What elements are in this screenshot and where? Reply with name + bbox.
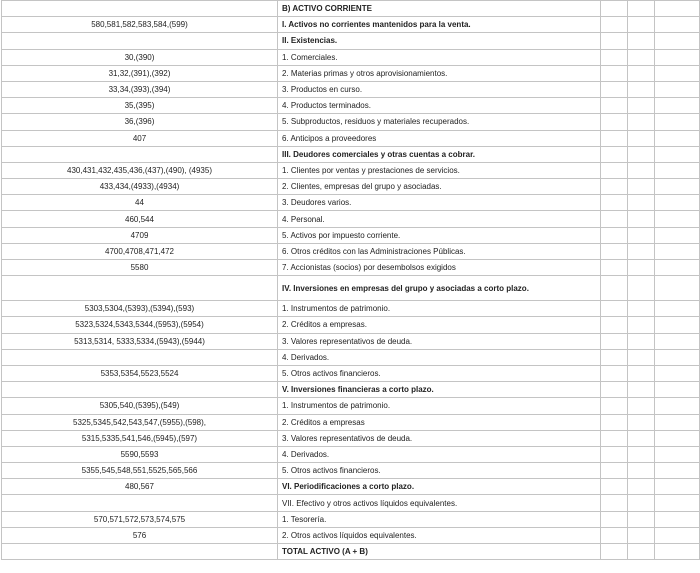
value-cell [628, 382, 655, 398]
value-cell [601, 414, 628, 430]
value-cell [628, 81, 655, 97]
value-cell [655, 495, 700, 511]
value-cell [655, 65, 700, 81]
value-cell [601, 162, 628, 178]
value-cell [628, 114, 655, 130]
value-cell [655, 479, 700, 495]
account-codes-cell: 44 [2, 195, 278, 211]
value-cell [655, 33, 700, 49]
value-cell [628, 479, 655, 495]
value-cell [655, 527, 700, 543]
table-row [2, 495, 700, 511]
account-codes-cell: 570,571,572,573,574,575 [2, 511, 278, 527]
table-row [2, 179, 700, 195]
value-cell [628, 33, 655, 49]
value-cell [628, 49, 655, 65]
value-cell [601, 81, 628, 97]
account-codes-cell: 433,434,(4933),(4934) [2, 179, 278, 195]
account-codes-cell: 460,544 [2, 211, 278, 227]
value-cell [628, 430, 655, 446]
value-cell [601, 146, 628, 162]
value-cell [655, 317, 700, 333]
concept-label-cell: TOTAL ACTIVO (A + B) [278, 544, 601, 560]
account-codes-cell: 407 [2, 130, 278, 146]
concept-label-cell: 3. Productos en curso. [278, 81, 601, 97]
account-codes-cell: 5580 [2, 260, 278, 276]
value-cell [601, 65, 628, 81]
value-cell [655, 276, 700, 301]
account-codes-cell: 30,(390) [2, 49, 278, 65]
value-cell [655, 260, 700, 276]
table-row [2, 130, 700, 146]
account-codes-cell: 5315,5335,541,546,(5945),(597) [2, 430, 278, 446]
value-cell [655, 114, 700, 130]
account-codes-cell: 4709 [2, 227, 278, 243]
value-cell [628, 162, 655, 178]
account-codes-cell [2, 349, 278, 365]
account-codes-cell: 580,581,582,583,584,(599) [2, 17, 278, 33]
table-row [2, 527, 700, 543]
value-cell [628, 333, 655, 349]
account-codes-cell [2, 495, 278, 511]
table-row [2, 430, 700, 446]
value-cell [601, 333, 628, 349]
account-codes-cell [2, 1, 278, 17]
account-codes-cell: 5303,5304,(5393),(5394),(593) [2, 301, 278, 317]
value-cell [628, 365, 655, 381]
concept-label-cell: 3. Valores representativos de deuda. [278, 333, 601, 349]
account-codes-cell [2, 382, 278, 398]
value-cell [655, 211, 700, 227]
account-codes-cell: 35,(395) [2, 98, 278, 114]
value-cell [601, 382, 628, 398]
account-codes-cell: 33,34,(393),(394) [2, 81, 278, 97]
value-cell [601, 260, 628, 276]
table-row [2, 162, 700, 178]
concept-label-cell: 6. Anticipos a proveedores [278, 130, 601, 146]
value-cell [655, 195, 700, 211]
value-cell [655, 414, 700, 430]
concept-label-cell: 1. Clientes por ventas y prestaciones de servicios. [278, 162, 601, 178]
concept-label-cell: III. Deudores comerciales y otras cuentas a cobrar. [278, 146, 601, 162]
table-row [2, 463, 700, 479]
concept-label-cell: 4. Personal. [278, 211, 601, 227]
concept-label-cell: 5. Otros activos financieros. [278, 365, 601, 381]
value-cell [601, 211, 628, 227]
value-cell [628, 301, 655, 317]
value-cell [655, 162, 700, 178]
value-cell [628, 276, 655, 301]
concept-label-cell: 6. Otros créditos con las Administraciones Públicas. [278, 243, 601, 259]
value-cell [601, 301, 628, 317]
value-cell [601, 195, 628, 211]
value-cell [601, 349, 628, 365]
value-cell [655, 179, 700, 195]
table-row [2, 49, 700, 65]
table-row [2, 195, 700, 211]
value-cell [601, 33, 628, 49]
value-cell [655, 446, 700, 462]
value-cell [655, 227, 700, 243]
concept-label-cell: 2. Otros activos líquidos equivalentes. [278, 527, 601, 543]
table-row [2, 227, 700, 243]
concept-label-cell: 1. Tesorería. [278, 511, 601, 527]
account-codes-cell [2, 544, 278, 560]
account-codes-cell: 36,(396) [2, 114, 278, 130]
value-cell [628, 98, 655, 114]
value-cell [655, 430, 700, 446]
value-cell [601, 227, 628, 243]
value-cell [655, 243, 700, 259]
concept-label-cell: 2. Créditos a empresas. [278, 317, 601, 333]
value-cell [628, 260, 655, 276]
concept-label-cell: VI. Periodificaciones a corto plazo. [278, 479, 601, 495]
value-cell [628, 243, 655, 259]
value-cell [628, 179, 655, 195]
value-cell [655, 301, 700, 317]
concept-label-cell: 4. Productos terminados. [278, 98, 601, 114]
table-row [2, 65, 700, 81]
account-codes-cell: 5355,545,548,551,5525,565,566 [2, 463, 278, 479]
value-cell [628, 17, 655, 33]
value-cell [628, 130, 655, 146]
concept-label-cell: IV. Inversiones en empresas del grupo y asociadas a corto plazo. [278, 276, 601, 301]
value-cell [655, 98, 700, 114]
table-row [2, 81, 700, 97]
value-cell [655, 365, 700, 381]
concept-label-cell: V. Inversiones financieras a corto plazo. [278, 382, 601, 398]
concept-label-cell: 2. Créditos a empresas [278, 414, 601, 430]
value-cell [655, 17, 700, 33]
account-codes-cell [2, 146, 278, 162]
account-codes-cell: 5325,5345,542,543,547,(5955),(598), [2, 414, 278, 430]
value-cell [628, 527, 655, 543]
account-codes-cell: 4700,4708,471,472 [2, 243, 278, 259]
concept-label-cell: 5. Activos por impuesto corriente. [278, 227, 601, 243]
value-cell [628, 317, 655, 333]
value-cell [601, 527, 628, 543]
value-cell [601, 398, 628, 414]
value-cell [601, 243, 628, 259]
concept-label-cell: 3. Valores representativos de deuda. [278, 430, 601, 446]
account-codes-cell [2, 276, 278, 301]
concept-label-cell: 7. Accionistas (socios) por desembolsos exigidos [278, 260, 601, 276]
value-cell [628, 227, 655, 243]
value-cell [601, 446, 628, 462]
concept-label-cell: 2. Clientes, empresas del grupo y asociadas. [278, 179, 601, 195]
concept-label-cell: II. Existencias. [278, 33, 601, 49]
value-cell [655, 544, 700, 560]
value-cell [628, 211, 655, 227]
value-cell [601, 511, 628, 527]
table-row [2, 479, 700, 495]
concept-label-cell: 5. Subproductos, residuos y materiales recuperados. [278, 114, 601, 130]
value-cell [601, 430, 628, 446]
account-codes-cell: 5590,5593 [2, 446, 278, 462]
concept-label-cell: 4. Derivados. [278, 446, 601, 462]
value-cell [601, 317, 628, 333]
table-row [2, 98, 700, 114]
value-cell [655, 349, 700, 365]
table-row [2, 317, 700, 333]
value-cell [601, 463, 628, 479]
value-cell [601, 130, 628, 146]
table-row [2, 114, 700, 130]
concept-label-cell: 2. Materias primas y otros aprovisionamientos. [278, 65, 601, 81]
value-cell [601, 479, 628, 495]
table-row [2, 446, 700, 462]
value-cell [601, 98, 628, 114]
value-cell [655, 511, 700, 527]
concept-label-cell: B) ACTIVO CORRIENTE [278, 1, 601, 17]
value-cell [655, 1, 700, 17]
table-row [2, 146, 700, 162]
concept-label-cell: 5. Otros activos financieros. [278, 463, 601, 479]
value-cell [601, 495, 628, 511]
value-cell [628, 446, 655, 462]
account-codes-cell: 31,32,(391),(392) [2, 65, 278, 81]
account-codes-cell: 430,431,432,435,436,(437),(490), (4935) [2, 162, 278, 178]
value-cell [655, 49, 700, 65]
table-row [2, 33, 700, 49]
value-cell [628, 146, 655, 162]
value-cell [601, 17, 628, 33]
table-row [2, 398, 700, 414]
account-codes-cell [2, 33, 278, 49]
table-row [2, 544, 700, 560]
concept-label-cell: 1. Instrumentos de patrimonio. [278, 301, 601, 317]
value-cell [628, 195, 655, 211]
concept-label-cell: I. Activos no corrientes mantenidos para la venta. [278, 17, 601, 33]
value-cell [601, 276, 628, 301]
concept-label-cell: 3. Deudores varios. [278, 195, 601, 211]
value-cell [655, 463, 700, 479]
concept-label-cell: 1. Instrumentos de patrimonio. [278, 398, 601, 414]
table-row [2, 276, 700, 301]
value-cell [655, 382, 700, 398]
table-row [2, 511, 700, 527]
value-cell [628, 398, 655, 414]
account-codes-cell: 576 [2, 527, 278, 543]
value-cell [655, 398, 700, 414]
value-cell [601, 114, 628, 130]
account-codes-cell: 5323,5324,5343,5344,(5953),(5954) [2, 317, 278, 333]
table-row [2, 260, 700, 276]
account-codes-cell: 5305,540,(5395),(549) [2, 398, 278, 414]
account-codes-cell: 480,567 [2, 479, 278, 495]
value-cell [628, 65, 655, 81]
value-cell [628, 511, 655, 527]
table-row [2, 365, 700, 381]
value-cell [601, 49, 628, 65]
concept-label-cell: 1. Comerciales. [278, 49, 601, 65]
table-row [2, 382, 700, 398]
table-row [2, 243, 700, 259]
table-row [2, 1, 700, 17]
value-cell [628, 414, 655, 430]
concept-label-cell: VII. Efectivo y otros activos líquidos equivalentes. [278, 495, 601, 511]
value-cell [655, 130, 700, 146]
value-cell [601, 365, 628, 381]
table-row [2, 17, 700, 33]
value-cell [628, 1, 655, 17]
value-cell [655, 146, 700, 162]
account-codes-cell: 5353,5354,5523,5524 [2, 365, 278, 381]
value-cell [655, 81, 700, 97]
balance-sheet-table [1, 0, 700, 560]
table-row [2, 349, 700, 365]
value-cell [601, 179, 628, 195]
table-row [2, 414, 700, 430]
value-cell [628, 495, 655, 511]
value-cell [601, 1, 628, 17]
value-cell [655, 333, 700, 349]
table-row [2, 301, 700, 317]
value-cell [601, 544, 628, 560]
concept-label-cell: 4. Derivados. [278, 349, 601, 365]
value-cell [628, 349, 655, 365]
table-row [2, 211, 700, 227]
account-codes-cell: 5313,5314, 5333,5334,(5943),(5944) [2, 333, 278, 349]
value-cell [628, 463, 655, 479]
table-row [2, 333, 700, 349]
balance-sheet-body [2, 1, 700, 560]
value-cell [628, 544, 655, 560]
